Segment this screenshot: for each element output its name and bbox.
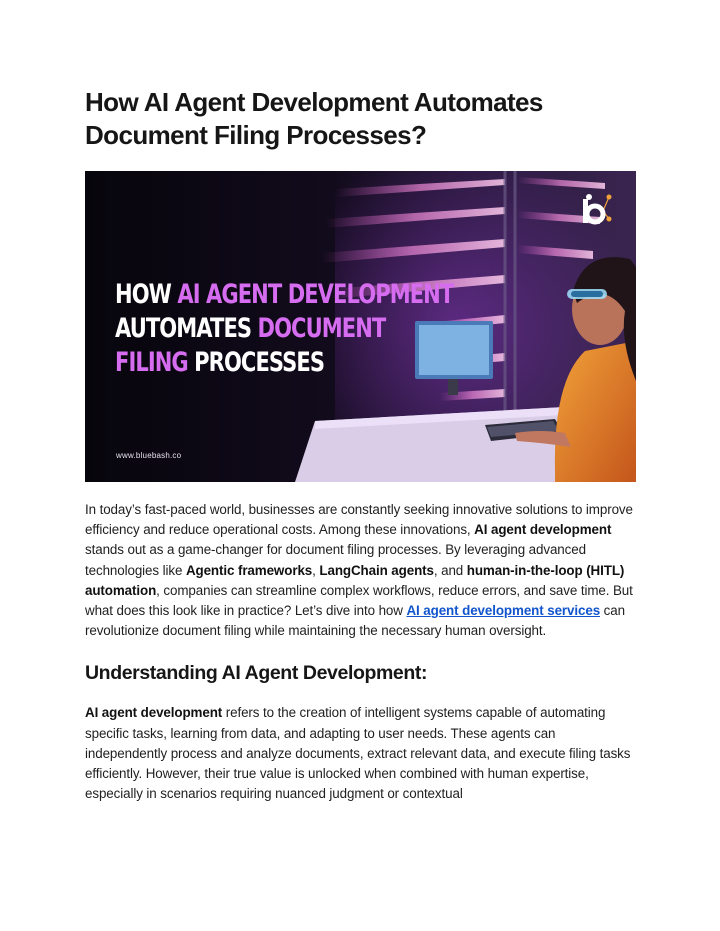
page-title: [85, 86, 637, 152]
hero-headline: HOW AI AGENT DEVELOPMENT AUTOMATES DOCUMENT FILING PROCESSES: [115, 279, 454, 378]
section-paragraph: AI agent development refers to the creation of intelligent systems capable of automating specific tasks, learning from data, and adapting to user needs. These agents can independently process and analyze documents, extract relevant data, and execute filing tasks efficiently. However, their true value is unlocked when combined with human expertise, especially in scenarios requiring nuanced judgment or contextual: [85, 705, 631, 802]
intro-paragraph: In today’s fast-paced world, businesses are constantly seeking innovative solutions to improve efficiency and reduce operational costs. Among these innovations, AI agent development stands out as a game-changer for document filing processes. By leveraging advanced technologies like Agentic frameworks, LangChain agents, and human-in-the-loop (HITL) automation, companies can streamline complex workflows, reduce errors, and save time. But what does this look like in practice? Let’s dive into how AI agent development services can revolutionize document filing while maintaining the necessary human oversight.: [85, 502, 633, 639]
title-line-1: How AI Agent Development Automates: [85, 87, 543, 117]
document-page: [85, 86, 637, 804]
section-heading: Understanding AI Agent Development:: [85, 662, 428, 685]
hero-image: [85, 171, 636, 482]
services-link[interactable]: AI agent development services: [406, 603, 601, 619]
title-line-2: Document Filing Processes?: [85, 120, 427, 150]
website-url: www.bluebash.co: [116, 451, 182, 460]
